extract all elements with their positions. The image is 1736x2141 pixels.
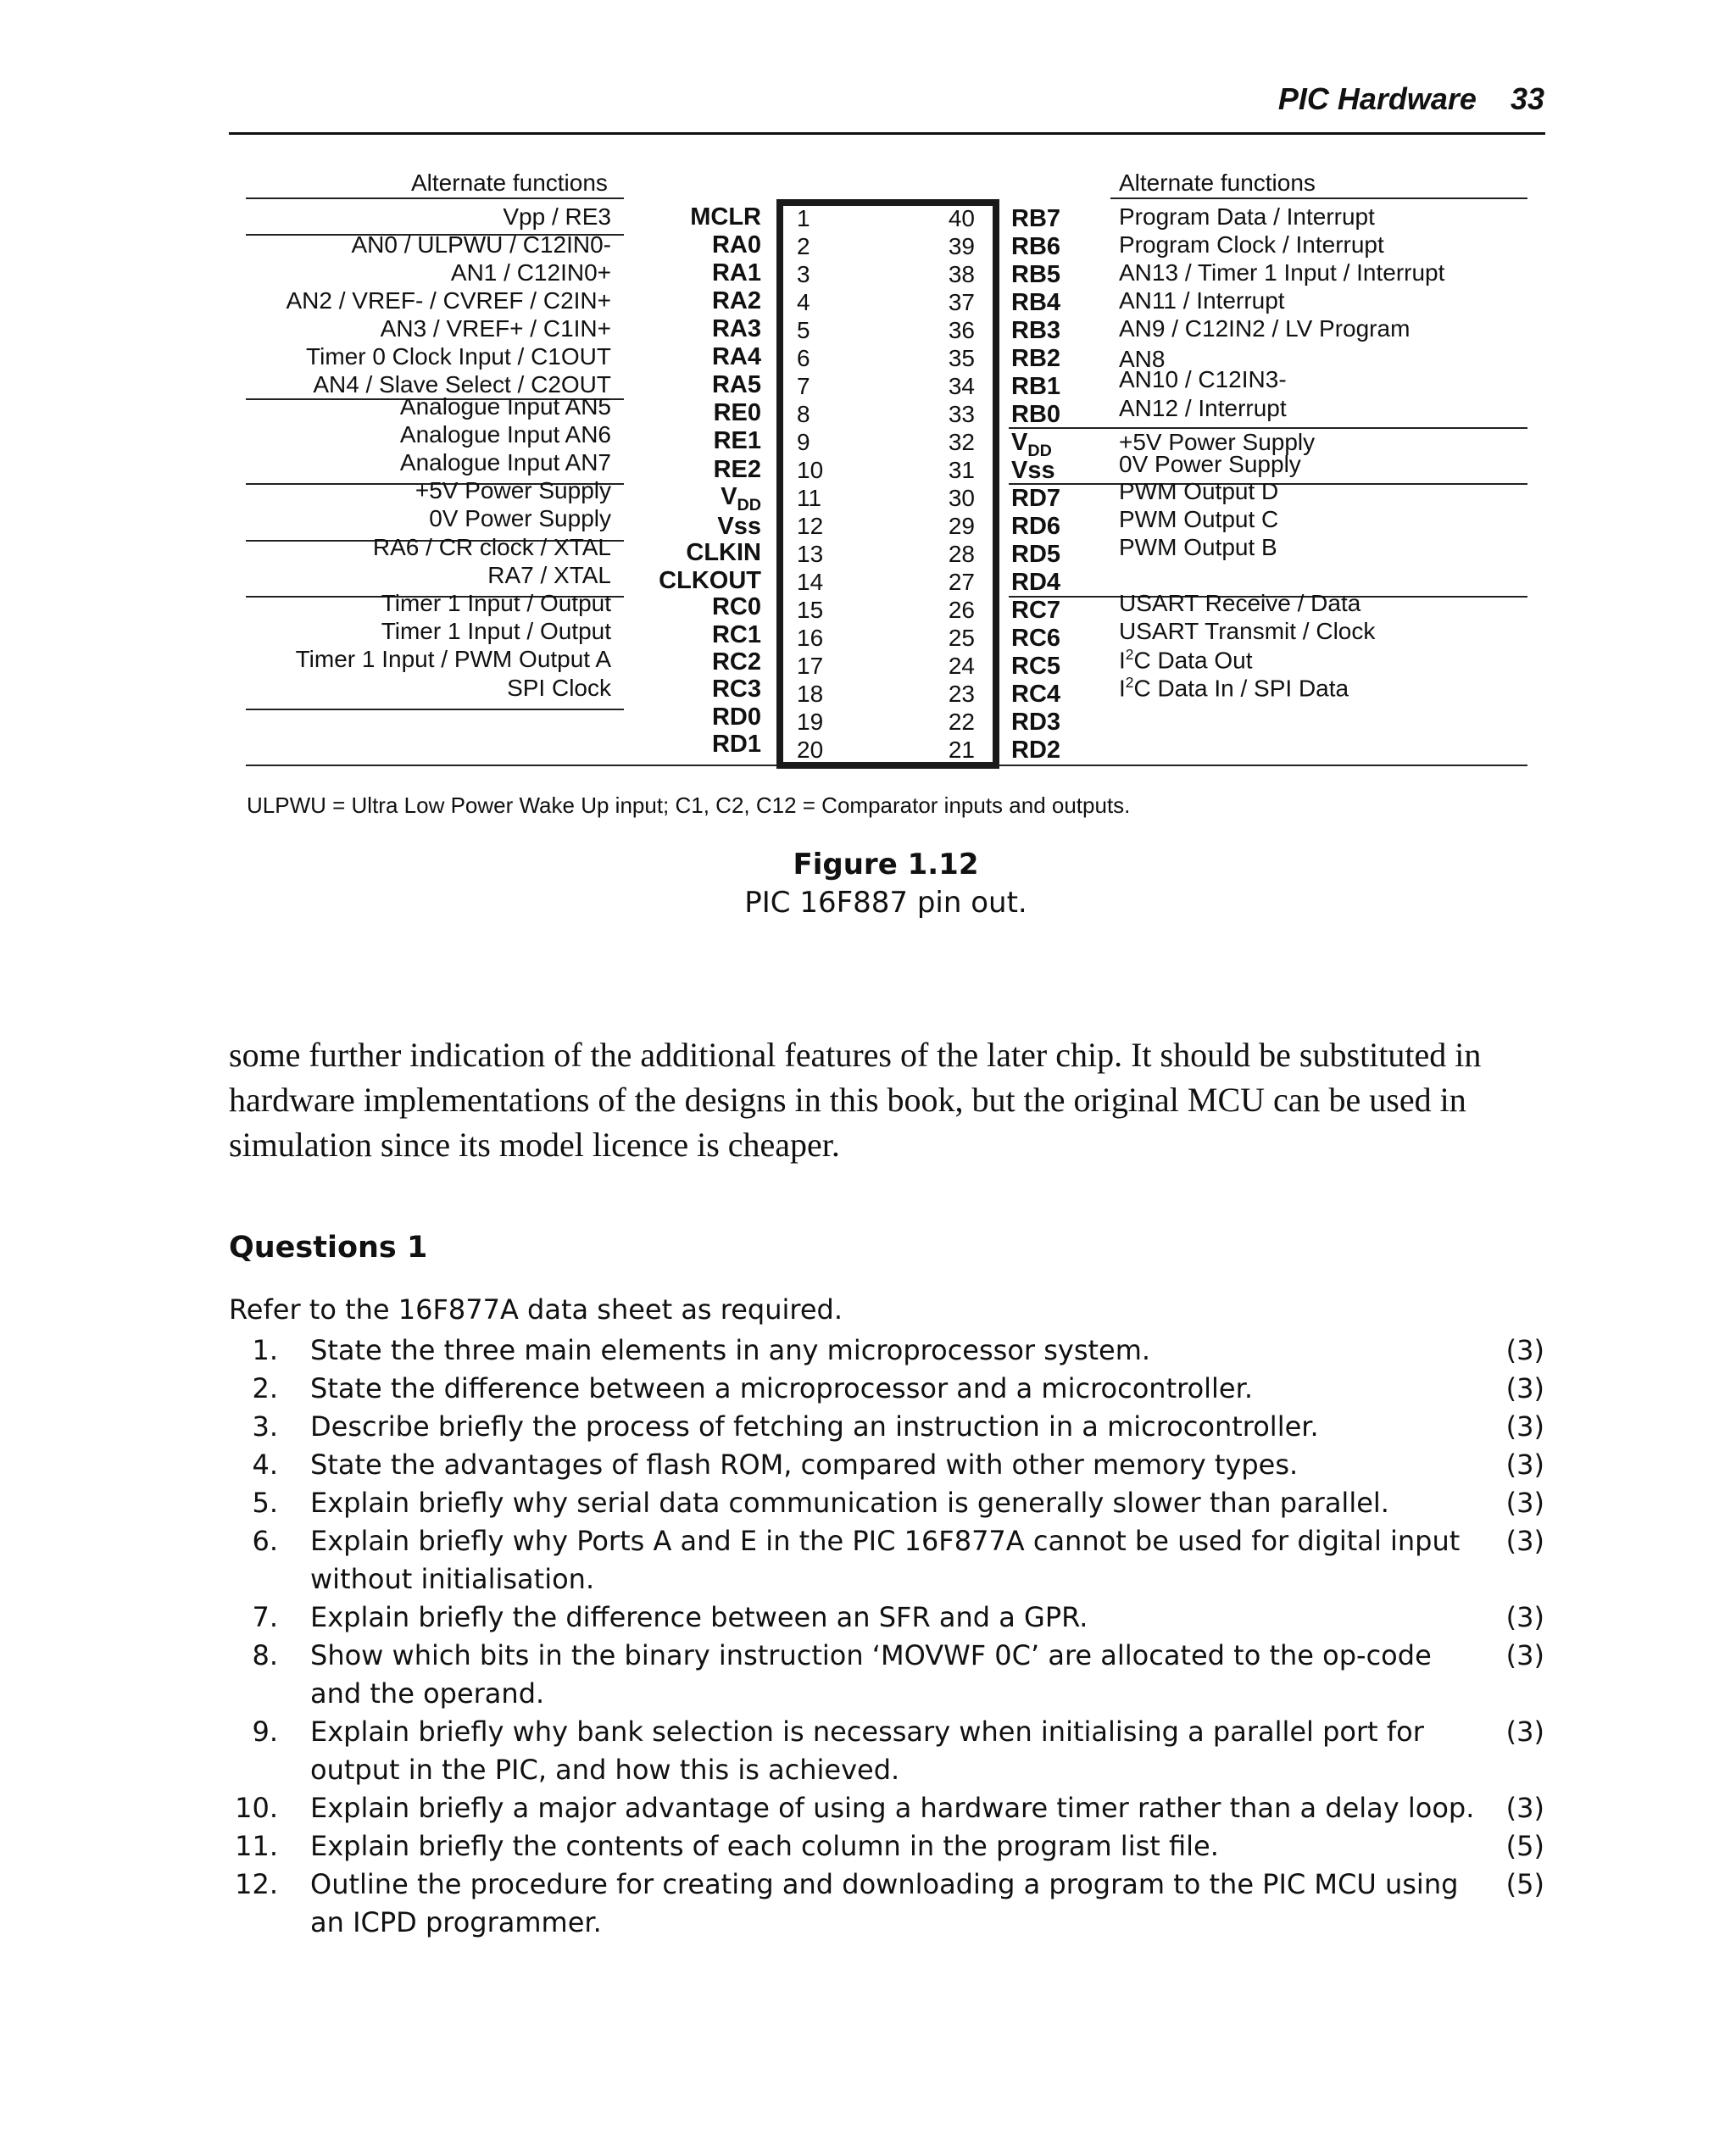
right-pin-number: 21 <box>948 737 975 763</box>
right-pin-number: 35 <box>948 345 975 371</box>
left-pin-name: RA3 <box>711 315 761 342</box>
header-title: PIC Hardware <box>1277 81 1477 116</box>
right-pin-name: RC6 <box>1011 625 1061 652</box>
right-pin-number: 32 <box>948 429 975 455</box>
question-marks: (3) <box>1505 1525 1544 1557</box>
left-pin-name-vdd: $V_{DD}$ <box>721 483 761 514</box>
question-marks: (3) <box>1505 1601 1544 1633</box>
left-function: Timer 1 Input / Output <box>381 618 611 644</box>
header-rule <box>229 132 1545 135</box>
question-marks: (5) <box>1505 1830 1544 1862</box>
alt-functions-heading-left: Alternate functions <box>411 170 608 196</box>
right-pin-number: 30 <box>948 485 975 511</box>
right-function: AN12 / Interrupt <box>1119 395 1287 421</box>
left-pin-name: Vss <box>717 513 761 540</box>
body-paragraph: some further indication of the additional features of the later chip. It should be substituted in hardware implementations of the designs in this book, but the original MCU can be used in simulation since its model licence is cheaper. <box>229 1036 1482 1164</box>
question-text: Explain briefly why bank selection is necessary when initialising a parallel port for output in the PIC, and how this is achieved. <box>310 1716 1424 1786</box>
right-pin-number: 40 <box>948 205 975 231</box>
right-pin-number: 24 <box>948 653 975 679</box>
right-function: 0V Power Supply <box>1119 451 1301 477</box>
right-pin-name: RD2 <box>1011 737 1061 764</box>
question-text: Explain briefly a major advantage of using a hardware timer rather than a delay loop. <box>310 1792 1475 1824</box>
divider-line <box>1110 197 1527 199</box>
left-pin-number: 4 <box>797 289 810 315</box>
question-item <box>229 1484 1544 1522</box>
right-pin-number: 34 <box>948 373 975 399</box>
question-number: 6. <box>252 1525 278 1557</box>
right-function: AN11 / Interrupt <box>1119 287 1285 314</box>
right-pin-number: 23 <box>948 681 975 707</box>
left-function: Timer 1 Input / PWM Output A <box>295 646 611 672</box>
left-function: Vpp / RE3 <box>503 203 611 230</box>
right-function: AN13 / Timer 1 Input / Interrupt <box>1119 259 1445 286</box>
left-function: Timer 0 Clock Input / C1OUT <box>306 343 611 370</box>
left-function: AN2 / VREF- / CVREF / C2IN+ <box>286 287 611 314</box>
left-pin-name: RD0 <box>711 703 761 731</box>
question-list <box>229 1332 1544 1942</box>
question-number: 7. <box>252 1601 278 1633</box>
question-item <box>229 1446 1544 1484</box>
left-pin-number: 10 <box>797 457 824 483</box>
question-marks: (3) <box>1505 1410 1544 1443</box>
question-number: 10. <box>235 1792 278 1824</box>
right-function-i2c: $I^2C$ Data Out <box>1119 646 1253 674</box>
left-function: AN3 / VREF+ / C1IN+ <box>380 315 611 342</box>
left-function: AN4 / Slave Select / C2OUT <box>313 371 611 398</box>
alt-functions-heading-right: Alternate functions <box>1119 170 1316 196</box>
left-pin-name: RC0 <box>711 593 761 620</box>
left-pin-number: 19 <box>797 709 824 735</box>
question-number: 5. <box>252 1487 278 1519</box>
question-number: 3. <box>252 1410 278 1443</box>
right-pin-name: RB3 <box>1011 317 1061 344</box>
question-item <box>229 1789 1544 1827</box>
left-pin-number: 3 <box>797 261 810 287</box>
left-pin-number: 6 <box>797 345 810 371</box>
question-item <box>229 1332 1544 1370</box>
question-item <box>229 1599 1544 1637</box>
question-marks: (3) <box>1505 1334 1544 1366</box>
question-number: 9. <box>252 1716 278 1748</box>
right-pin-name: RD7 <box>1011 485 1061 512</box>
right-function: Program Data / Interrupt <box>1119 203 1375 230</box>
right-pin-name: RD5 <box>1011 541 1061 568</box>
left-function: AN1 / C12IN0+ <box>450 259 611 286</box>
right-pin-number: 38 <box>948 261 975 287</box>
question-marks: (3) <box>1505 1372 1544 1404</box>
questions-intro: Refer to the 16F877A data sheet as required. <box>229 1293 843 1326</box>
right-pin-name: RD3 <box>1011 709 1061 736</box>
running-header <box>0 81 1544 117</box>
question-text: Explain briefly why Ports A and E in the PIC 16F877A cannot be used for digital input without initialisation. <box>310 1525 1461 1595</box>
question-item <box>229 1408 1544 1446</box>
figure-caption: PIC 16F887 pin out. <box>744 886 1027 920</box>
question-text: Explain briefly why serial data communication is generally slower than parallel. <box>310 1487 1389 1519</box>
question-text: State the advantages of flash ROM, compared with other memory types. <box>310 1449 1299 1481</box>
left-function: SPI Clock <box>507 675 611 701</box>
question-text: State the three main elements in any microprocessor system. <box>310 1334 1151 1366</box>
question-number: 1. <box>252 1334 278 1366</box>
question-item <box>229 1827 1544 1866</box>
left-pin-name: RD1 <box>711 731 761 758</box>
right-pin-name: RC4 <box>1011 681 1061 708</box>
right-pin-number: 37 <box>948 289 975 315</box>
left-function: AN0 / ULPWU / C12IN0- <box>351 231 611 258</box>
right-pin-number: 39 <box>948 233 975 259</box>
divider-line <box>246 197 624 199</box>
question-marks: (5) <box>1505 1868 1544 1900</box>
right-pin-name: RB1 <box>1011 373 1061 400</box>
left-pin-number: 2 <box>797 233 810 259</box>
left-pin-number: 15 <box>797 597 824 623</box>
left-function: RA6 / CR clock / XTAL <box>372 534 611 560</box>
right-function: PWM Output C <box>1119 506 1279 532</box>
left-pin-name: RC3 <box>711 676 761 703</box>
left-pin-number: 20 <box>797 737 824 763</box>
left-function: Analogue Input AN7 <box>399 449 611 475</box>
right-pin-number: 28 <box>948 541 975 567</box>
left-pin-number: 18 <box>797 681 824 707</box>
right-pin-number: 29 <box>948 513 975 539</box>
right-function-i2c: $I^2C$ Data In / SPI Data <box>1119 674 1349 702</box>
question-number: 12. <box>235 1868 278 1900</box>
right-pin-name: RB6 <box>1011 233 1061 260</box>
question-text: Show which bits in the binary instruction ‘MOVWF 0C’ are allocated to the op-code and the operand. <box>310 1639 1432 1710</box>
left-function: 0V Power Supply <box>429 505 611 531</box>
left-pin-name: RC2 <box>711 648 761 676</box>
page-number: 33 <box>1510 81 1544 116</box>
left-pin-name: RE2 <box>713 456 761 483</box>
question-item <box>229 1522 1544 1599</box>
right-pin-number: 26 <box>948 597 975 623</box>
left-pin-number: 14 <box>797 569 824 595</box>
left-pin-name: MCLR <box>690 203 761 231</box>
question-marks: (3) <box>1505 1639 1544 1671</box>
left-pin-name: CLKIN <box>686 539 761 566</box>
right-pin-number: 22 <box>948 709 975 735</box>
right-function: USART Transmit / Clock <box>1119 618 1376 644</box>
left-pin-name: RA4 <box>711 343 761 370</box>
left-function: +5V Power Supply <box>415 477 611 503</box>
right-function: +5V Power Supply <box>1119 429 1316 455</box>
question-text: State the difference between a microprocessor and a microcontroller. <box>310 1372 1253 1404</box>
question-number: 11. <box>235 1830 278 1862</box>
left-pin-number: 7 <box>797 373 810 399</box>
left-pin-number: 8 <box>797 401 810 427</box>
right-function: AN8 <box>1119 346 1166 372</box>
figure-label: Figure 1.12 <box>793 848 979 881</box>
divider-line <box>246 709 624 710</box>
right-pin-name: RB4 <box>1011 289 1061 316</box>
right-pin-name-vdd: $V_{DD}$ <box>1011 429 1052 460</box>
question-number: 4. <box>252 1449 278 1481</box>
right-pin-number: 36 <box>948 317 975 343</box>
left-function: Analogue Input AN5 <box>399 393 611 420</box>
right-function: AN9 / C12IN2 / LV Program <box>1119 315 1410 342</box>
right-pin-number: 25 <box>948 625 975 651</box>
right-pin-name: Vss <box>1011 457 1055 484</box>
left-pin-name: RE0 <box>713 399 761 426</box>
right-pin-number: 31 <box>948 457 975 483</box>
left-pin-number: 11 <box>797 485 822 511</box>
left-function: RA7 / XTAL <box>487 562 611 588</box>
question-marks: (3) <box>1505 1449 1544 1481</box>
left-pin-number: 5 <box>797 317 810 343</box>
question-marks: (3) <box>1505 1716 1544 1748</box>
right-pin-name: RB7 <box>1011 205 1061 232</box>
question-item <box>229 1866 1544 1942</box>
right-function: PWM Output B <box>1119 534 1277 560</box>
figure-note: ULPWU = Ultra Low Power Wake Up input; C1, C2, C12 = Comparator inputs and outputs. <box>247 792 1131 818</box>
left-pin-name: RA1 <box>711 259 761 286</box>
left-function: Timer 1 Input / Output <box>381 590 611 616</box>
question-item <box>229 1713 1544 1789</box>
question-text: Explain briefly the difference between an SFR and a GPR. <box>310 1601 1088 1633</box>
right-function: PWM Output D <box>1119 478 1279 504</box>
left-pin-number: 9 <box>797 429 810 455</box>
right-pin-name: RB2 <box>1011 345 1061 372</box>
right-pin-name: RC7 <box>1011 597 1061 624</box>
left-pin-name: RE1 <box>713 427 761 454</box>
question-text: Outline the procedure for creating and downloading a program to the PIC MCU using an ICPD programmer. <box>310 1868 1459 1938</box>
question-item <box>229 1370 1544 1408</box>
question-marks: (3) <box>1505 1487 1544 1519</box>
question-number: 2. <box>252 1372 278 1404</box>
left-pin-number: 16 <box>797 625 824 651</box>
left-pin-number: 17 <box>797 653 824 679</box>
right-function: Program Clock / Interrupt <box>1119 231 1384 258</box>
right-pin-name: RB0 <box>1011 401 1061 428</box>
left-function: Analogue Input AN6 <box>399 421 611 448</box>
left-pin-number: 12 <box>797 513 824 539</box>
right-pin-name: RC5 <box>1011 653 1061 680</box>
questions-heading: Questions 1 <box>229 1231 428 1265</box>
question-text: Explain briefly the contents of each column in the program list file. <box>310 1830 1219 1862</box>
right-pin-number: 33 <box>948 401 975 427</box>
question-item <box>229 1637 1544 1713</box>
left-pin-number: 1 <box>797 205 810 231</box>
right-function: USART Receive / Data <box>1119 590 1361 616</box>
question-marks: (3) <box>1505 1792 1544 1824</box>
right-pin-name: RD4 <box>1011 569 1061 596</box>
left-pin-name: RC1 <box>711 621 761 648</box>
question-text: Describe briefly the process of fetching an instruction in a microcontroller. <box>310 1410 1319 1443</box>
right-function: AN10 / C12IN3- <box>1119 366 1287 392</box>
left-pin-number: 13 <box>797 541 824 567</box>
left-pin-name: RA2 <box>711 287 761 314</box>
question-number: 8. <box>252 1639 278 1671</box>
left-pin-name: CLKOUT <box>659 567 761 594</box>
right-pin-number: 27 <box>948 569 975 595</box>
right-pin-name: RB5 <box>1011 261 1061 288</box>
left-pin-name: RA0 <box>711 231 761 259</box>
left-pin-name: RA5 <box>711 371 761 398</box>
right-pin-name: RD6 <box>1011 513 1061 540</box>
